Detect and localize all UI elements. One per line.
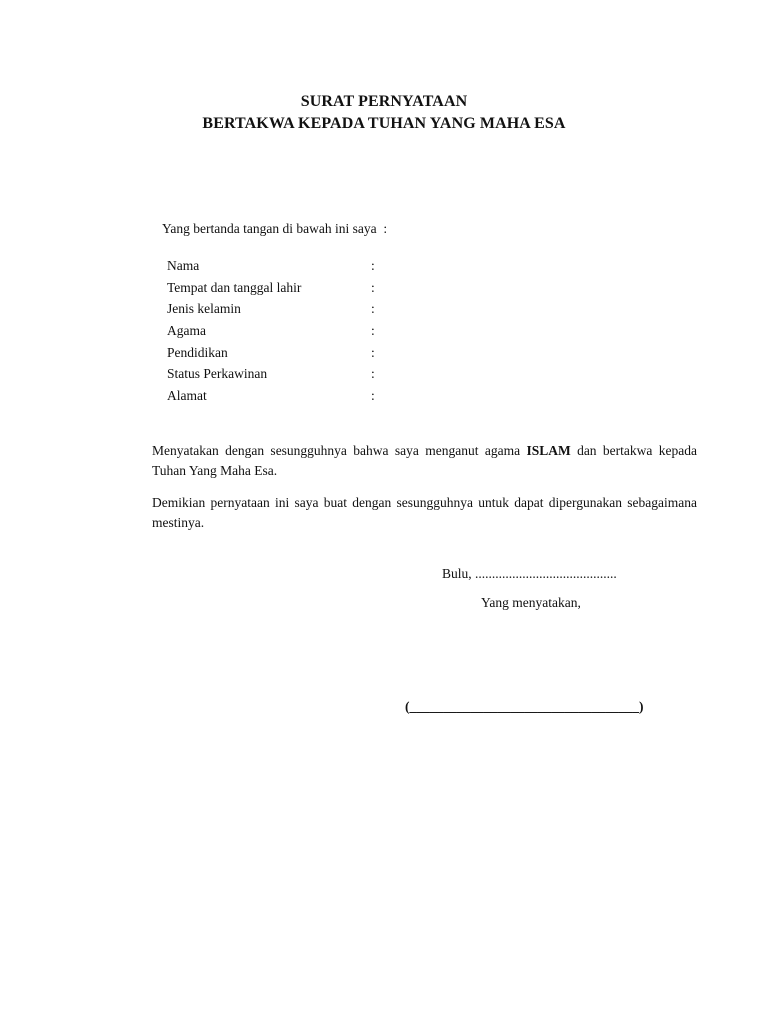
field-row-tempat-tanggal-lahir [167, 279, 427, 301]
intro-text: Yang bertanda tangan di bawah ini saya : [162, 221, 388, 236]
field-row-pendidikan [167, 344, 427, 366]
field-row-jenis-kelamin [167, 300, 427, 322]
field-row-nama [167, 257, 427, 279]
statement-text-after: dan bertakwa kepada Tuhan Yang Maha Esa. [152, 443, 697, 478]
place-date-line: Bulu, .......................................... [442, 566, 617, 581]
field-label: Alamat [167, 388, 207, 404]
statement-text-before: Menyatakan dengan sesungguhnya bahwa saya menganut agama [152, 443, 527, 458]
field-colon: : [371, 301, 375, 317]
field-colon: : [371, 366, 375, 382]
field-label: Status Perkawinan [167, 366, 268, 382]
document-title: SURAT PERNYATAAN [300, 93, 468, 110]
document-subtitle: BERTAKWA KEPADA TUHAN YANG MAHA ESA [202, 115, 566, 132]
field-colon: : [371, 258, 375, 273]
signature-line: (__________________________________) [405, 699, 644, 714]
field-row-alamat [167, 387, 427, 409]
religion-highlight: ISLAM [526, 443, 571, 458]
field-row-status-perkawinan [167, 365, 427, 387]
field-colon: : [371, 344, 375, 360]
field-label: Jenis kelamin [167, 301, 241, 317]
field-colon: : [371, 279, 375, 295]
field-label: Nama [167, 258, 200, 273]
closing-paragraph: Demikian pernyataan ini saya buat dengan sesungguhnya untuk dapat dipergunakan sebagaimana mestinya. [152, 495, 697, 530]
field-colon: : [371, 388, 375, 404]
identity-fields [167, 257, 427, 409]
field-row-agama [167, 322, 427, 344]
field-label: Pendidikan [167, 344, 228, 360]
field-label: Tempat dan tanggal lahir [167, 279, 302, 295]
field-colon: : [371, 323, 375, 339]
field-label: Agama [167, 323, 206, 339]
statement-paragraph [152, 441, 697, 481]
signer-label: Yang menyatakan, [481, 595, 581, 610]
